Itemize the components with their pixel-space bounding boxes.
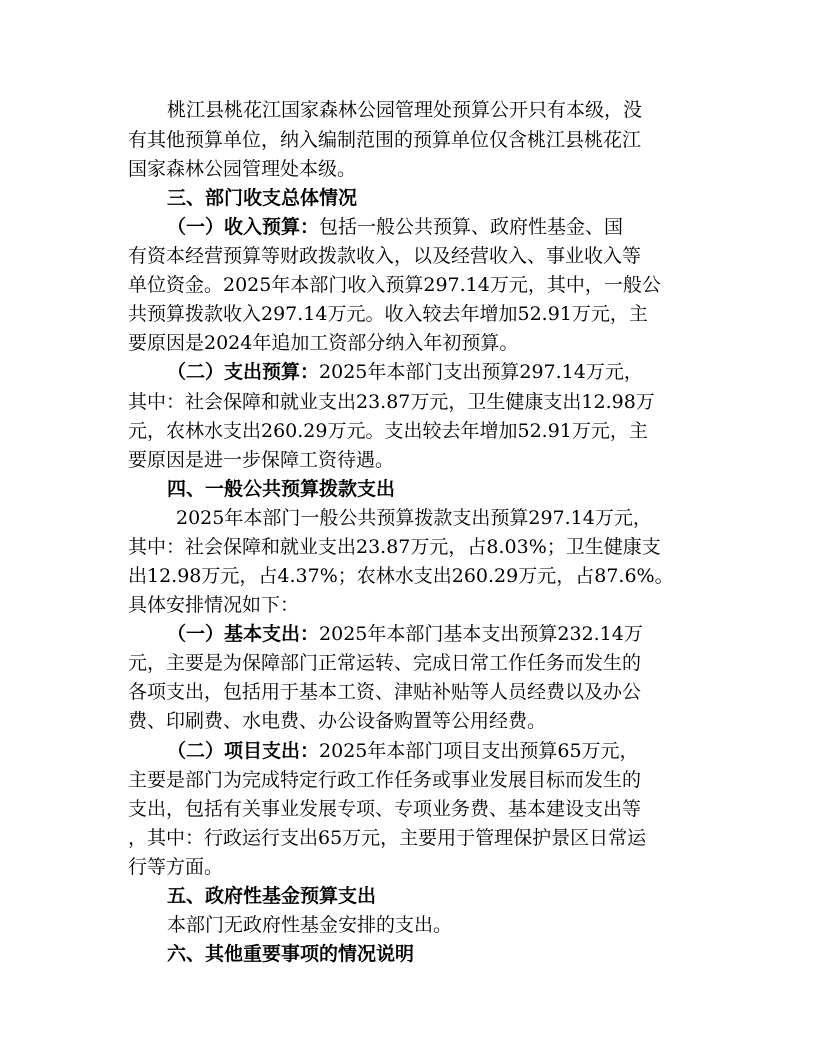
project-line-2: 主要是部门为完成特定行政工作任务或事业发展目标而发生的 <box>128 769 642 791</box>
project-text-1: 2025年本部门项目支出预算65万元， <box>319 740 639 762</box>
expense-line-2: 其中：社会保障和就业支出23.87万元，卫生健康支出12.98万 <box>128 391 655 413</box>
income-line-4: 共预算拨款收入297.14万元。收入较去年增加52.91万元，主 <box>128 303 648 325</box>
section-5-heading: 五、政府性基金预算支出 <box>167 885 377 907</box>
income-label: （一）收入预算： <box>167 216 320 238</box>
section-6-heading: 六、其他重要事项的情况说明 <box>167 943 415 965</box>
expense-line-3: 元，农林水支出260.29万元。支出较去年增加52.91万元，主 <box>128 420 648 442</box>
s4-para-line-4: 具体安排情况如下： <box>128 594 300 616</box>
basic-line-4: 费、印刷费、水电费、办公设备购置等公用经费。 <box>128 710 547 732</box>
s4-para-line-3: 出12.98万元，占4.37%；农林水支出260.29万元，占87.6%。 <box>128 565 674 587</box>
basic-line-2: 元，主要是为保障部门正常运转、完成日常工作任务而发生的 <box>128 652 642 674</box>
s4-para-line-2: 其中：社会保障和就业支出23.87万元，占8.03%；卫生健康支 <box>128 536 661 558</box>
project-line-5: 行等方面。 <box>128 856 224 878</box>
income-line-2: 有资本经营预算等财政拨款收入，以及经营收入、事业收入等 <box>128 245 642 267</box>
expense-text-1: 2025年本部门支出预算297.14万元， <box>319 361 643 383</box>
basic-label: （一）基本支出： <box>167 623 320 645</box>
project-line-4: ，其中：行政运行支出65万元，主要用于管理保护景区日常运 <box>128 827 647 849</box>
expense-line-4: 要原因是进一步保障工资待遇。 <box>128 449 395 471</box>
basic-line-1 <box>167 622 643 646</box>
basic-line-3: 各项支出，包括用于基本工资、津贴补贴等人员经费以及办公 <box>128 681 642 703</box>
income-line-1 <box>167 215 623 239</box>
section-4-heading: 四、一般公共预算拨款支出 <box>167 478 396 500</box>
expense-line-1 <box>167 360 643 384</box>
income-text-1: 包括一般公共预算、政府性基金、国 <box>319 216 624 238</box>
section-5-text: 本部门无政府性基金安排的支出。 <box>167 914 453 936</box>
basic-text-1: 2025年本部门基本支出预算232.14万 <box>319 623 643 645</box>
expense-label: （二）支出预算： <box>167 361 320 383</box>
project-label: （二）项目支出： <box>167 740 320 762</box>
project-line-1 <box>167 739 639 763</box>
intro-line-2: 有其他预算单位，纳入编制范围的预算单位仅含桃江县桃花江 <box>128 129 642 151</box>
project-line-3: 支出，包括有关事业发展专项、专项业务费、基本建设支出等 <box>128 798 642 820</box>
intro-line-3: 国家森林公园管理处本级。 <box>128 158 357 180</box>
s4-para-line-1: 2025年本部门一般公共预算拨款支出预算297.14万元， <box>176 507 652 529</box>
income-line-5: 要原因是2024年追加工资部分纳入年初预算。 <box>128 332 519 354</box>
income-line-3: 单位资金。2025年本部门收入预算297.14万元，其中，一般公 <box>128 274 661 296</box>
section-3-heading: 三、部门收支总体情况 <box>167 187 358 209</box>
intro-line-1: 桃江县桃花江国家森林公园管理处预算公开只有本级，没 <box>167 99 643 121</box>
